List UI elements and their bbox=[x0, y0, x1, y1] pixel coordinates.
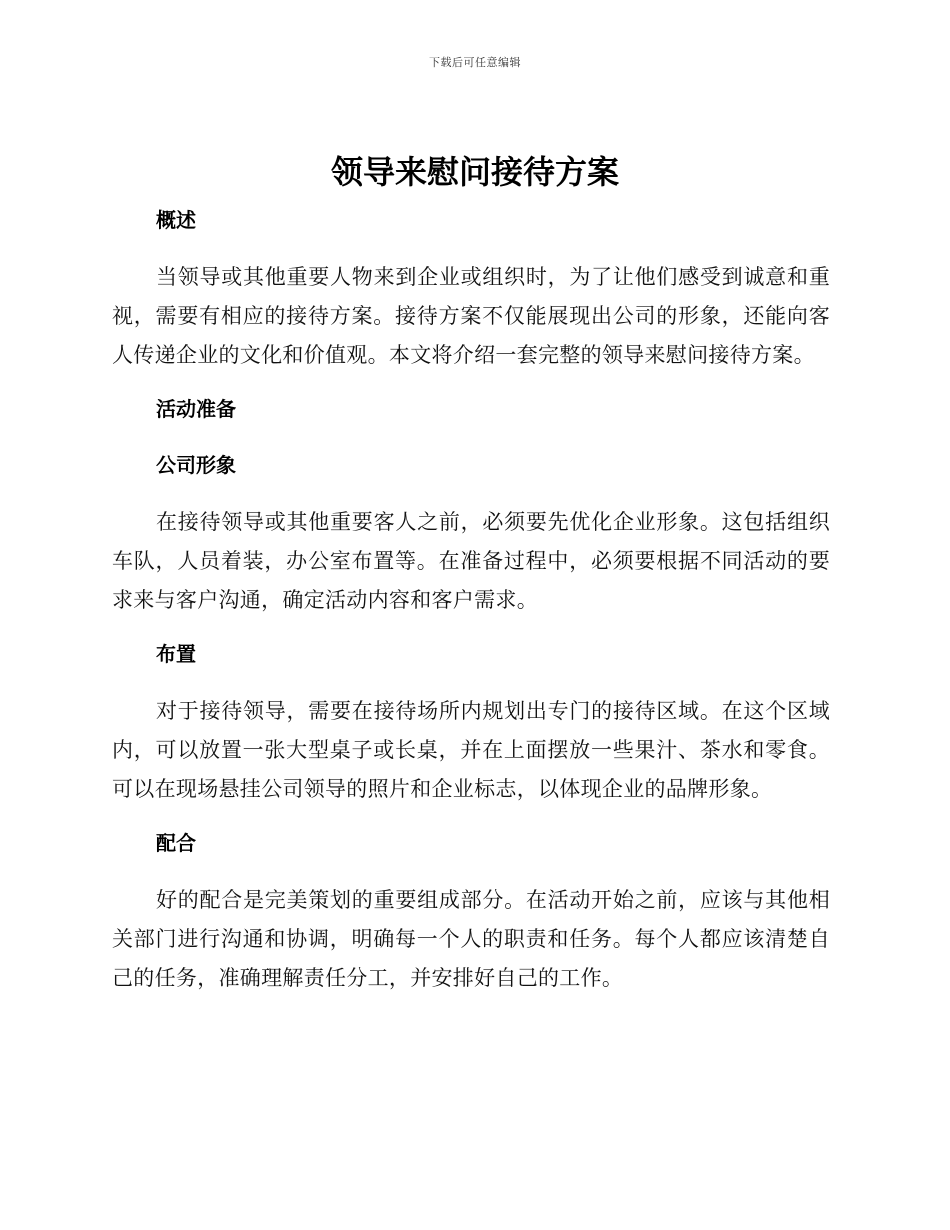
section-heading-activity-preparation: 活动准备 bbox=[156, 397, 236, 421]
paragraph-layout: 对于接待领导，需要在接待场所内规划出专门的接待区域。在这个区域内，可以放置一张大型桌子或长桌，并在上面摆放一些果汁、茶水和零食。可以在现场悬挂公司领导的照片和企业标志，以体现企业的品牌形象。 bbox=[112, 699, 830, 801]
section-heading-coordination: 配合 bbox=[156, 831, 196, 855]
section-heading-layout: 布置 bbox=[156, 642, 196, 666]
paragraph-company-image: 在接待领导或其他重要客人之前，必须要先优化企业形象。这包括组织车队，人员着装，办公室布置等。在准备过程中，必须要根据不同活动的要求来与客户沟通，确定活动内容和客户需求。 bbox=[112, 510, 830, 612]
paragraph-coordination: 好的配合是完美策划的重要组成部分。在活动开始之前，应该与其他相关部门进行沟通和协调，明确每一个人的职责和任务。每个人都应该清楚自己的任务，准确理解责任分工，并安排好自己的工作。 bbox=[112, 888, 830, 990]
section-heading-company-image: 公司形象 bbox=[156, 453, 236, 477]
document-title: 领导来慰问接待方案 bbox=[330, 153, 619, 191]
header-note: 下载后可任意编辑 bbox=[429, 56, 521, 69]
document-body bbox=[112, 202, 830, 1014]
paragraph-overview: 当领导或其他重要人物来到企业或组织时，为了让他们感受到诚意和重视，需要有相应的接待方案。接待方案不仅能展现出公司的形象，还能向客人传递企业的文化和价值观。本文将介绍一套完整的领导来慰问接待方案。 bbox=[112, 265, 830, 367]
section-heading-overview: 概述 bbox=[156, 208, 196, 232]
